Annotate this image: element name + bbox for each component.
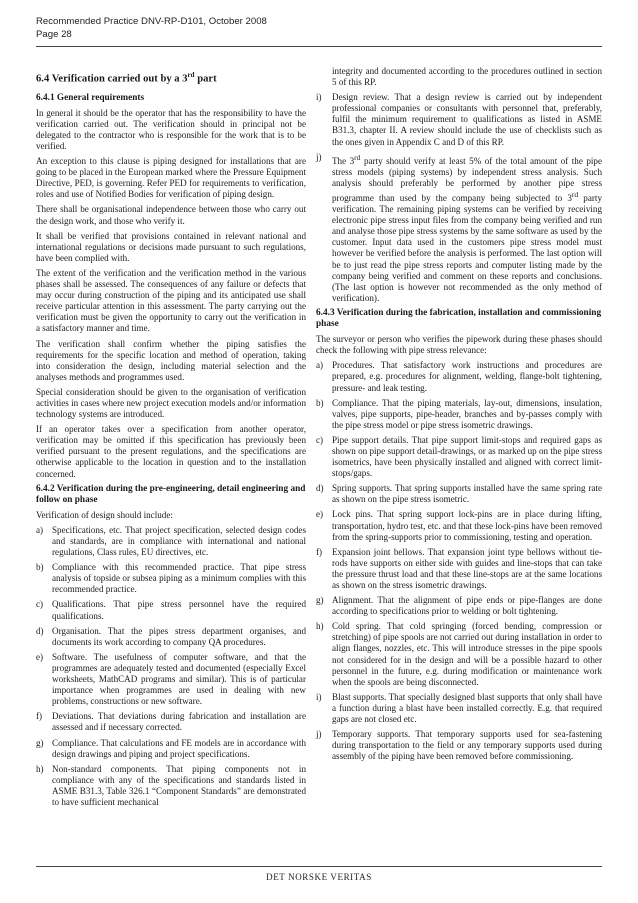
heading-6-4-2: 6.4.2 Verification during the pre-engineering, detail engineering and follow on phase: [36, 483, 306, 505]
list-text: Compliance with this recommended practice. That pipe stress analysis of topside or subsea piping as a minimum complies with this recommended practice.: [52, 562, 306, 595]
list-text: Alignment. That the alignment of pipe ends or pipe-flanges are done according to specifications prior to welding or bolt tightening.: [332, 595, 602, 617]
list-text: Spring supports. That spring supports installed have the same spring rate as shown on the pipe stress isometric.: [332, 483, 602, 505]
list-text: Software. The usefulness of computer software, and that the programmes are adequately tested and documented (especially Excel worksheets, MathCAD programs and similar). This is of particular importance when programmes are used in dealing with new problems, constructions or new software.: [52, 651, 306, 707]
list-item: [316, 152, 602, 304]
list-label: a): [316, 360, 324, 371]
list-label: i): [316, 92, 322, 103]
section-title-6-4: 6.4 Verification carried out by a 3rd part: [36, 71, 217, 85]
list-label: b): [316, 397, 324, 408]
header-title: Recommended Practice DNV-RP-D101, October 2008: [36, 16, 267, 27]
list-label: f): [316, 546, 323, 557]
list-label: j): [316, 151, 322, 162]
list-item: [316, 621, 602, 688]
list-label: j): [316, 729, 322, 740]
list-item: [316, 547, 602, 591]
paragraph: The verification shall confirm whether the piping satisfies the requirements for the specific location and method of operation, taking into consideration the design, including material selection and the analyses methods and programmes used.: [36, 338, 306, 382]
paragraph: If an operator takes over a specification from another operator, verification may be omitted if this specification has previously been verified pursuant to the present regulations, and the specifications are otherwise applicable to the location in question and to the installation concerned.: [36, 424, 306, 479]
list-label: f): [36, 711, 43, 722]
list-text: Qualifications. That pipe stress personnel have the required qualifications.: [52, 599, 306, 621]
list-label: d): [316, 483, 324, 494]
list-item: [36, 738, 306, 760]
list-text: Procedures. That satisfactory work instructions and procedures are prepared, e.g. procedures for alignment, welding, flange-bolt tightening, pressure- and leak testing.: [332, 360, 602, 393]
paragraph: The surveyor or person who verifies the pipework during these phases should check the following with pipe stress relevance:: [316, 334, 602, 356]
header-page-number: Page 28: [36, 29, 72, 40]
paragraph: The extent of the verification and the verification method in the various phases shall be assessed. The consequences of any failure or defects that may occur during construction of the piping and its anticipated use shall receive particular attention in this assessment. The party carrying out the verification must be given the opportunity to carry out the verification in a satisfactory manner and time.: [36, 267, 306, 334]
list-text: Cold spring. That cold springing (forced bending, compression or stretching) of pipe spools are not carried out during installation in order to align flanges, nozzles, etc. This will introduce stresses in the pipe spools not considered for in the design and will be a possible hazard to other personnel in the future, e.g. during modification or maintenance work when the spools are being disconnected.: [332, 621, 602, 687]
list-text: Blast supports. That specially designed blast supports that only shall have a function during a blast have been installed correctly. E.g. that required gaps are not closed etc.: [332, 691, 602, 725]
list-text: Lock pins. That spring support lock-pins are in place during lifting, transportation, hydro test, etc. and that these lock-pins have been removed from the spring-supports prior to commissioning, testing and operation.: [332, 509, 602, 542]
list-label: i): [316, 691, 322, 702]
list-text: Design review. That a design review is carried out by independent professional companies or consultants with personnel that, preferably, fulfil the minimum requirement to qualifications as listed in ASME B31.3, chapter II. A review should include the use of checklists such as the ones given in Appendix C and D of this RP.: [332, 92, 602, 147]
list-label: g): [316, 595, 324, 606]
left-column: [36, 66, 306, 812]
list-text: Pipe support details. That pipe support limit-stops and required gaps as shown on pipe support detail-drawings, or as marked up on the pipe stress isometrics, have been physically installed and aligned with correct limit-stops/gaps.: [332, 434, 602, 479]
right-column: [316, 66, 602, 766]
list-label: h): [316, 621, 324, 632]
list-text: Deviations. That deviations during fabrication and installation are assessed and if necessary corrected.: [52, 711, 306, 733]
heading-6-4-3: 6.4.3 Verification during the fabrication, installation and commissioning phase: [316, 307, 602, 330]
list-item: [316, 595, 602, 617]
paragraph: Special consideration should be given to the organisation of verification activities in cases where new project execution models and/or information technology systems are introduced.: [36, 386, 306, 420]
list-item: [316, 92, 602, 147]
list-text: Specifications, etc. That project specification, selected design codes and standards, are in compliance with international and national regulations, Class rules, EU directives, etc.: [52, 524, 306, 558]
list-item: [316, 360, 602, 393]
list-item: [316, 509, 602, 542]
list-item: [316, 483, 602, 505]
list-label: b): [36, 562, 44, 573]
list-label: d): [36, 625, 44, 636]
list-item: [316, 692, 602, 725]
page-header: [36, 15, 267, 41]
list-item: [36, 626, 306, 648]
list-item: [36, 711, 306, 733]
page-footer: DET NORSKE VERITAS: [266, 872, 372, 882]
list-text-continued: integrity and documented according to the procedures outlined in section 5 of this RP.: [332, 66, 602, 88]
list-item: [36, 764, 306, 808]
list-text: Expansion joint bellows. That expansion joint type bellows without tie-rods have supports on either side with guides and line-stops that can take the pressure thrust load and that these line-stops are at the same locations as shown on the stress isometric drawings.: [332, 546, 602, 590]
list-label: e): [316, 509, 324, 520]
list-label: g): [36, 737, 44, 748]
list-item: [316, 398, 602, 431]
list-text: Organisation. That the pipes stress department organises, and documents its work according to company QA procedures.: [52, 625, 306, 647]
paragraph: It shall be verified that provisions contained in relevant national and international regulations or decisions made pursuant to such regulations, have been complied with.: [36, 230, 306, 263]
list-label: h): [36, 763, 44, 774]
list-item: [36, 525, 306, 558]
list-text: The 3rd party should verify at least 5% of the total amount of the pipe stress models (piping systems) by independent stress analysis. Such analysis should preferably be performed by another pipe stress programme than used by the company being subjected to 3rd party verification. The remaining piping systems can be verified by receiving electronic pipe stress input files from the company being verified and run and analyse those pipe stress systems by the same software as used by the customer. Input data used in the customers pipe stress model must however be verified before the analysis is performed. The last option will be to just read the pipe stress reports and computer listing made by the company being verified and comment on these reports and conclusions. (The last option is however not recommended as the only method of verification).: [332, 152, 602, 303]
list-label: e): [36, 651, 44, 662]
list-item: [316, 729, 602, 762]
list-item: [36, 652, 306, 707]
heading-6-4-1: 6.4.1 General requirements: [36, 92, 145, 103]
footer-rule: [36, 866, 602, 867]
list-text: Non-standard components. That piping components not in compliance with any of the specifications and standards listed in ASME B31.3, Table 326.1 “Component Standards” are demonstrated to have sufficient mechanical: [52, 763, 306, 807]
list-item: [36, 599, 306, 621]
list-label: c): [316, 434, 324, 445]
list-text: Temporary supports. That temporary supports used for sea-fastening during transportation to the field or any temporary supports used during assembly of the piping have been removed before commissioning.: [332, 729, 602, 762]
list-text: Compliance. That calculations and FE models are in accordance with design drawings and piping and project specifications.: [52, 737, 306, 759]
list-text: Compliance. That the piping materials, lay-out, dimensions, insulation, valves, pipe supports, pipe-header, branches and by-passes comply with the pipe stress model or pipe stress isometric drawings.: [332, 397, 602, 430]
paragraph: There shall be organisational independence between those who carry out the design work, and those who verify it.: [36, 204, 306, 226]
paragraph: In general it should be the operator that has the responsibility to have the verification carried out. The verification should in principal not be delegated to the contractor who is responsible for the work that is to be verified.: [36, 107, 306, 151]
paragraph: Verification of design should include:: [36, 509, 173, 520]
list-label: c): [36, 599, 44, 610]
list-item: [36, 562, 306, 595]
list-label: a): [36, 524, 44, 535]
paragraph: An exception to this clause is piping designed for installations that are going to be placed in the European marked where the Pressure Equipment Directive, PED, is governing. Refer PED for requirements to verification, roles and use of Notified Bodies for verification of piping design.: [36, 156, 306, 200]
header-rule: [36, 46, 602, 47]
list-item: [316, 435, 602, 479]
